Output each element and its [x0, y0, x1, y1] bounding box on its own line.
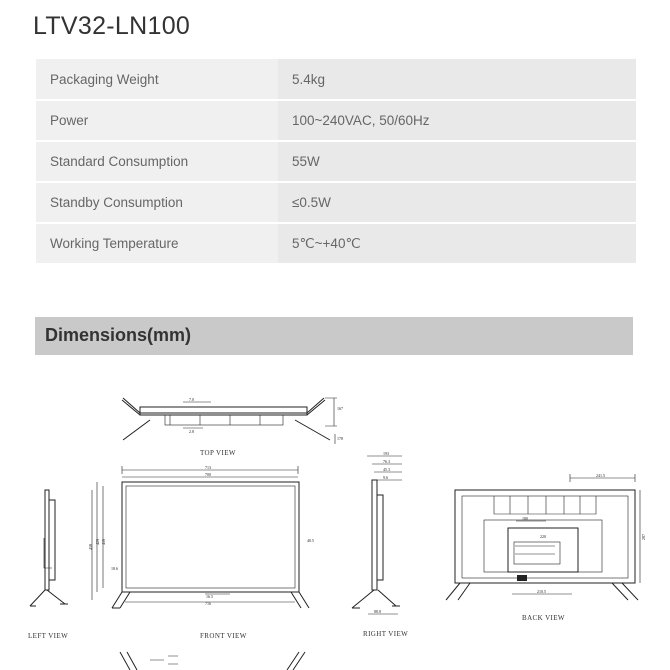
front-dim-stand-width: 716	[205, 601, 211, 606]
model-title: LTV32-LN100	[33, 12, 191, 40]
dimension-drawing	[0, 380, 670, 670]
right-dim-2: 76.3	[383, 459, 390, 464]
left-view-drawing	[28, 490, 68, 640]
spec-label: Packaging Weight	[36, 59, 278, 100]
dimensions-title: Dimensions(mm)	[45, 325, 192, 345]
spec-label: Standard Consumption	[36, 141, 278, 182]
spec-value: 5℃~+40℃	[278, 223, 636, 264]
left-view-label: LEFT VIEW	[28, 632, 69, 640]
front-dim-height-2: 416	[101, 539, 106, 545]
spec-row	[36, 141, 636, 182]
spec-value: 55W	[278, 141, 636, 182]
spec-row	[36, 100, 636, 141]
right-view-label: RIGHT VIEW	[363, 630, 409, 638]
spec-label: Power	[36, 100, 278, 141]
top-dim-width-1: 7.0	[189, 397, 194, 402]
top-dim-width-2: 2.8	[189, 429, 194, 434]
top-view-drawing	[122, 397, 343, 457]
spec-table	[36, 59, 636, 265]
front-dim-bezel-left: 18.6	[111, 566, 118, 571]
front-dim-height-1: 429	[95, 539, 100, 545]
spec-label: Standby Consumption	[36, 182, 278, 223]
front-dim-stand-inner: 16.5	[206, 594, 213, 599]
back-dim-inner-1: 180	[522, 516, 528, 521]
spec-label: Working Temperature	[36, 223, 278, 264]
back-dim-inner-2: 220	[540, 534, 546, 539]
spec-value: 5.4kg	[278, 59, 636, 100]
back-view-label: BACK VIEW	[522, 614, 565, 622]
right-dim-depth: 88.8	[374, 609, 381, 614]
front-dim-width-1: 713	[205, 465, 211, 470]
back-view-drawing	[446, 473, 646, 622]
spec-value: ≤0.5W	[278, 182, 636, 223]
spec-row	[36, 223, 636, 264]
spec-row	[36, 182, 636, 223]
front-dim-width-2: 700	[205, 472, 211, 477]
right-view-drawing	[352, 451, 408, 638]
bottom-view-drawing	[120, 652, 305, 670]
right-dim-4: 9.6	[383, 475, 388, 480]
front-dim-height-3: 458	[88, 544, 93, 550]
spec-row	[36, 59, 636, 100]
front-dim-bezel-right: 40.5	[307, 538, 314, 543]
right-dim-1: 193	[383, 451, 389, 456]
right-dim-3: 45.3	[383, 467, 390, 472]
top-view-label: TOP VIEW	[200, 449, 236, 457]
back-dim-top: 241.5	[596, 473, 605, 478]
dimensions-header	[35, 317, 633, 355]
back-dim-bottom: 210.5	[537, 589, 546, 594]
top-dim-height-1: 167	[337, 406, 343, 411]
front-view-drawing	[88, 465, 314, 640]
front-view-label: FRONT VIEW	[200, 632, 247, 640]
top-dim-height-2: 178	[337, 436, 343, 441]
spec-value: 100~240VAC, 50/60Hz	[278, 100, 636, 141]
back-dim-height: 287	[641, 534, 646, 540]
